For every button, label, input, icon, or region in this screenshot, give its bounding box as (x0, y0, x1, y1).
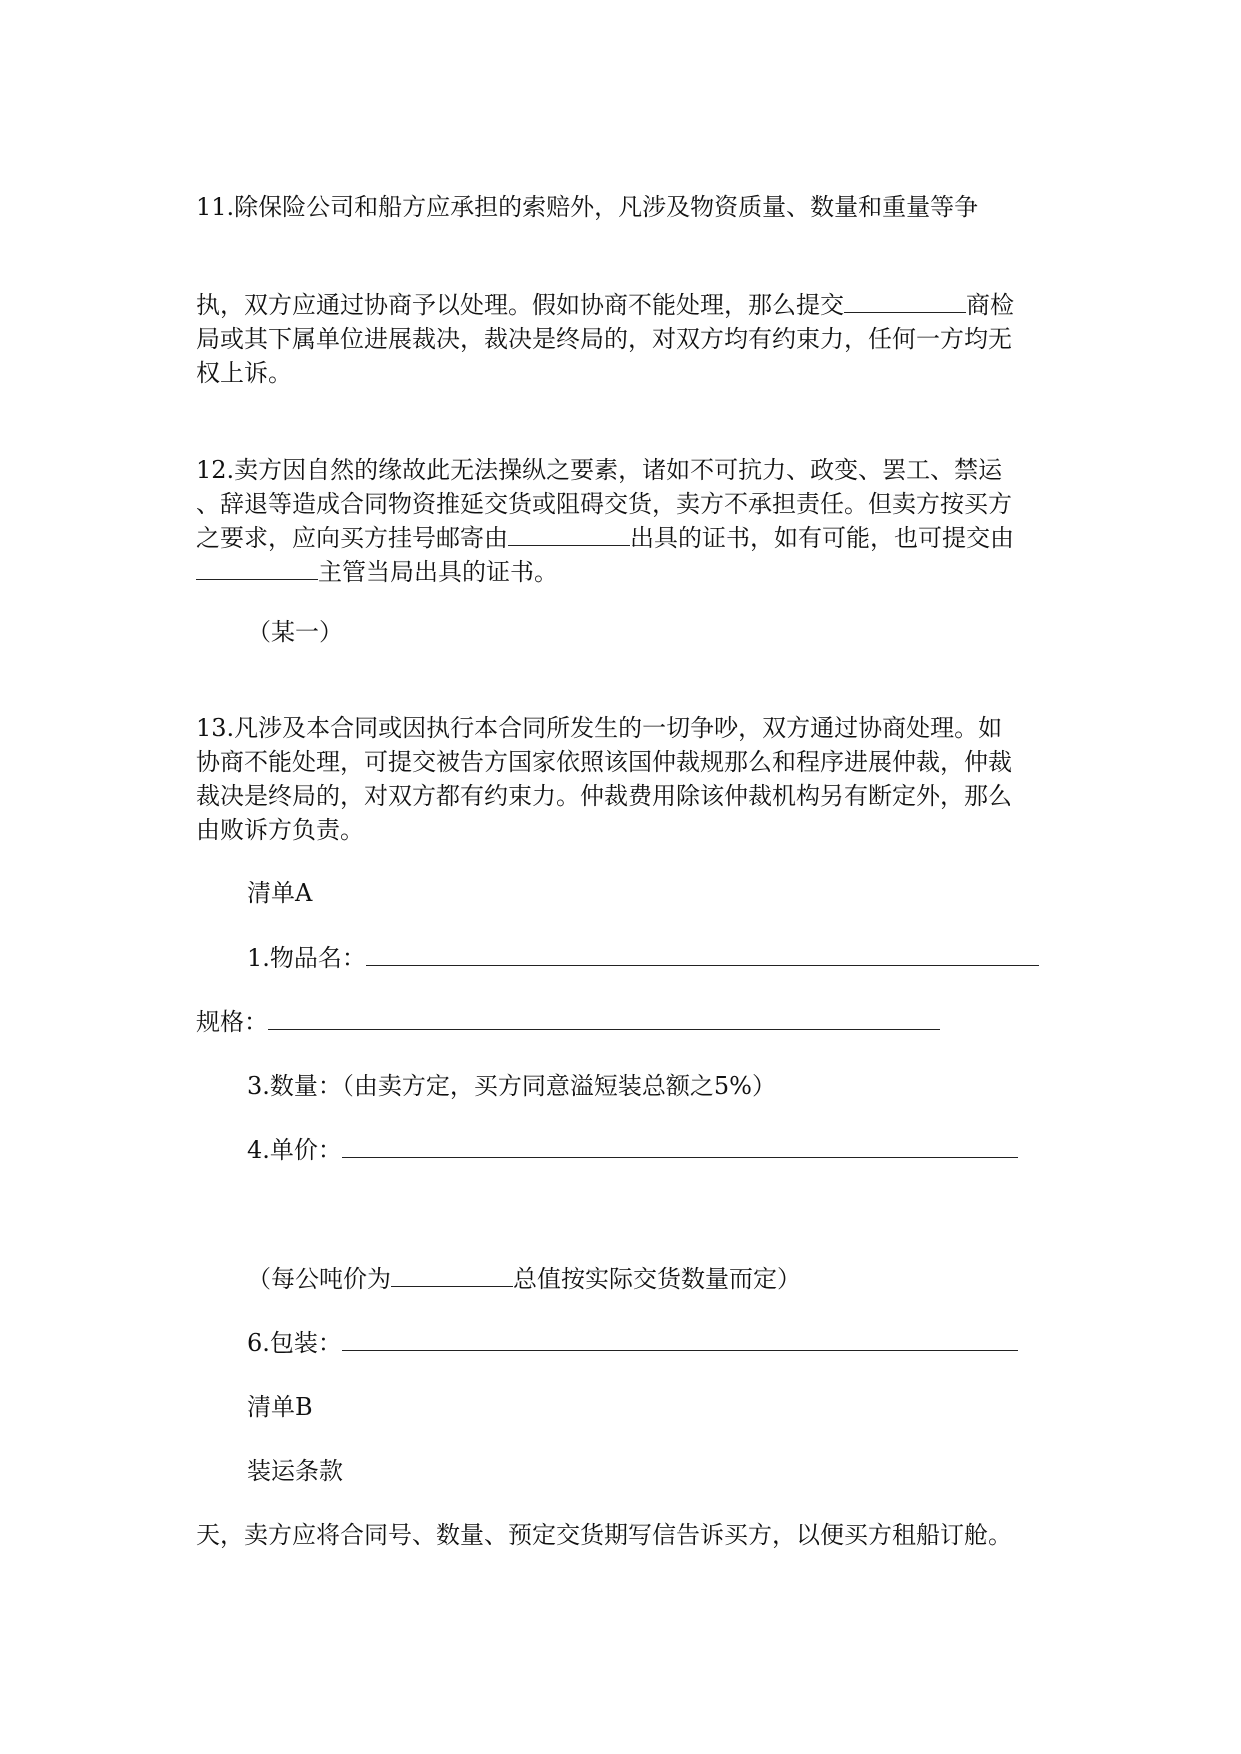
per-ton-text: （每公吨价为 (247, 1265, 391, 1293)
item-name-blank (366, 943, 1039, 966)
packing-row (247, 1326, 1018, 1361)
spec-row (196, 1005, 940, 1040)
clause-11-line-4: 权上诉。 (196, 359, 292, 387)
section-marker: （某一） (247, 618, 343, 646)
clause-12-text: 之要求，应向买方挂号邮寄由 (196, 524, 508, 552)
clause-13-line-4: 由败诉方负责。 (196, 816, 364, 844)
unit-price-row (247, 1133, 1018, 1168)
packing-blank (342, 1328, 1018, 1351)
clause-13-line-3: 裁决是终局的，对双方都有约束力。仲裁费用除该仲裁机构另有断定外，那么 (196, 782, 1012, 810)
shipping-terms-heading: 装运条款 (247, 1457, 343, 1485)
clause-12-line-2: 、辞退等造成合同物资推延交货或阻碍交货，卖方不承担责任。但卖方按买方 (196, 490, 1012, 518)
shipping-terms-line-1: 天，卖方应将合同号、数量、预定交货期写信告诉买方，以便买方租船订舱。 (196, 1521, 1012, 1549)
clause-13-line-2: 协商不能处理，可提交被告方国家依照该国仲裁规那么和程序进展仲裁，仲裁 (196, 748, 1012, 776)
clause-12-line-3 (196, 521, 1014, 556)
per-ton-row (247, 1262, 801, 1297)
clause-11-text: 执，双方应通过协商予以处理。假如协商不能处理，那么提交 (196, 291, 844, 319)
clause-11-line-3: 局或其下属单位进展裁决，裁决是终局的，对双方均有约束力，任何一方均无 (196, 325, 1012, 353)
list-a-title: 清单A (247, 879, 313, 907)
per-ton-text: 总值按实际交货数量而定） (513, 1265, 801, 1293)
unit-price-blank (342, 1135, 1018, 1158)
clause-12-line-1: 12.卖方因自然的缘故此无法操纵之要素，诸如不可抗力、政变、罢工、禁运 (196, 456, 1003, 484)
per-ton-price-blank (391, 1264, 513, 1287)
unit-price-label: 4.单价： (247, 1136, 342, 1164)
authority-blank (196, 557, 318, 580)
clause-12-text: 主管当局出具的证书。 (318, 558, 558, 586)
clause-13-line-1: 13.凡涉及本合同或因执行本合同所发生的一切争吵，双方通过协商处理。如 (196, 714, 1003, 742)
certificate-issuer-blank (508, 523, 630, 546)
quantity-row: 3.数量：（由卖方定，买方同意溢短装总额之5%） (247, 1072, 776, 1100)
clause-11-line-1: 11.除保险公司和船方应承担的索赔外，凡涉及物资质量、数量和重量等争 (196, 193, 979, 221)
clause-11-text: 商检 (966, 291, 1014, 319)
list-b-title: 清单B (247, 1393, 313, 1421)
packing-label: 6.包装： (247, 1329, 342, 1357)
clause-11-line-2 (196, 288, 1014, 323)
inspection-bureau-blank (844, 290, 966, 313)
spec-blank (268, 1007, 940, 1030)
spec-label: 规格： (196, 1008, 268, 1036)
clause-12-line-4 (196, 555, 558, 590)
clause-12-text: 出具的证书，如有可能，也可提交由 (630, 524, 1014, 552)
item-name-label: 1.物品名： (247, 944, 366, 972)
item-name-row (247, 941, 1039, 976)
